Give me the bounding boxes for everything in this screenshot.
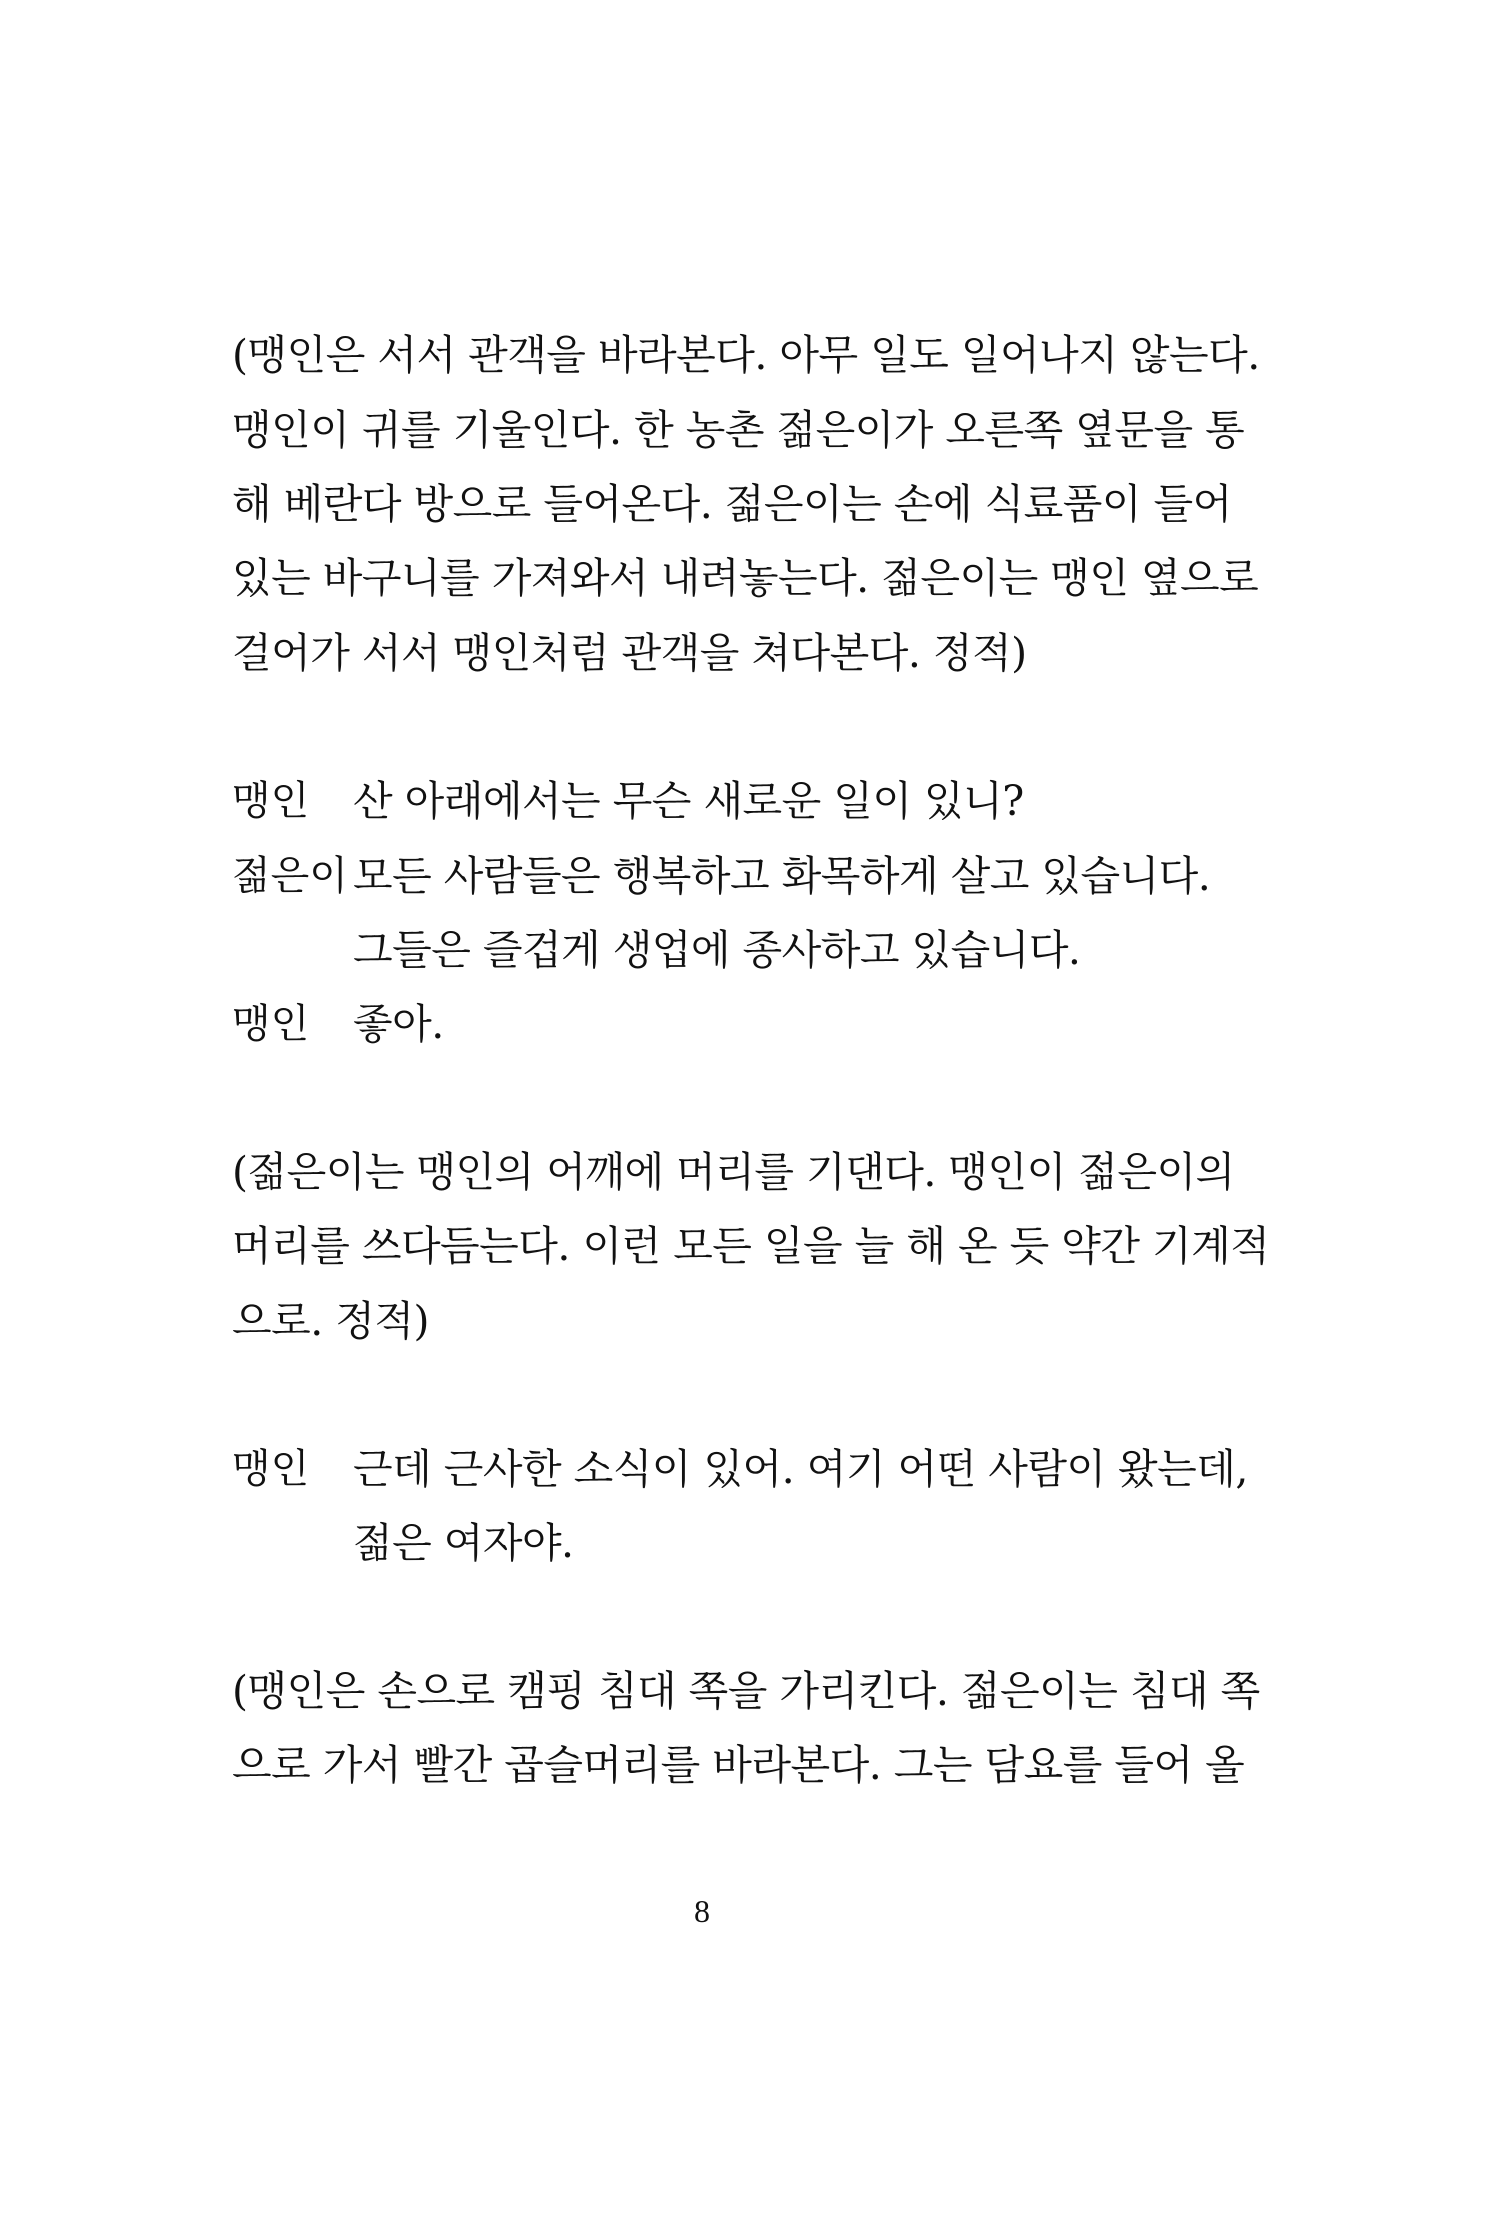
page-number: 8	[694, 1893, 710, 1929]
stage-direction-line: 있는 바구니를 가져와서 내려놓는다. 젊은이는 맹인 옆으로	[232, 554, 1259, 602]
stage-direction-line: (젊은이는 맹인의 어깨에 머리를 기댄다. 맹인이 젊은이의	[232, 1148, 1235, 1196]
dialogue-line: 근데 근사한 소식이 있어. 여기 어떤 사람이 왔는데,	[353, 1445, 1248, 1493]
dialogue-line: 그들은 즐겁게 생업에 종사하고 있습니다.	[353, 926, 1081, 974]
dialogue-line: 산 아래에서는 무슨 새로운 일이 있니?	[353, 777, 1024, 825]
stage-direction-line: 맹인이 귀를 기울인다. 한 농촌 젊은이가 오른쪽 옆문을 통	[232, 406, 1245, 454]
speaker-name: 맹인	[232, 778, 310, 824]
stage-direction-line: 머리를 쓰다듬는다. 이런 모든 일을 늘 해 온 듯 약간 기계적	[232, 1222, 1270, 1270]
speaker-name: 젊은이	[232, 853, 348, 899]
speaker-name: 맹인	[232, 1446, 310, 1492]
stage-direction-line: 으로. 정적)	[232, 1297, 429, 1345]
stage-direction-line: 으로 가서 빨간 곱슬머리를 바라본다. 그는 담요를 들어 올	[232, 1741, 1245, 1789]
stage-direction-line: 해 베란다 방으로 들어온다. 젊은이는 손에 식료품이 들어	[232, 480, 1232, 528]
dialogue-line: 젊은 여자야.	[353, 1519, 574, 1567]
dialogue-line: 좋아.	[353, 1000, 444, 1048]
dialogue-line: 모든 사람들은 행복하고 화목하게 살고 있습니다.	[353, 852, 1211, 900]
stage-direction-line: (맹인은 서서 관객을 바라본다. 아무 일도 일어나지 않는다.	[232, 331, 1260, 379]
speaker-name: 맹인	[232, 1001, 310, 1047]
stage-direction-line: 걸어가 서서 맹인처럼 관객을 쳐다본다. 정적)	[232, 629, 1027, 677]
stage-direction-line: (맹인은 손으로 캠핑 침대 쪽을 가리킨다. 젊은이는 침대 쪽	[232, 1667, 1260, 1715]
